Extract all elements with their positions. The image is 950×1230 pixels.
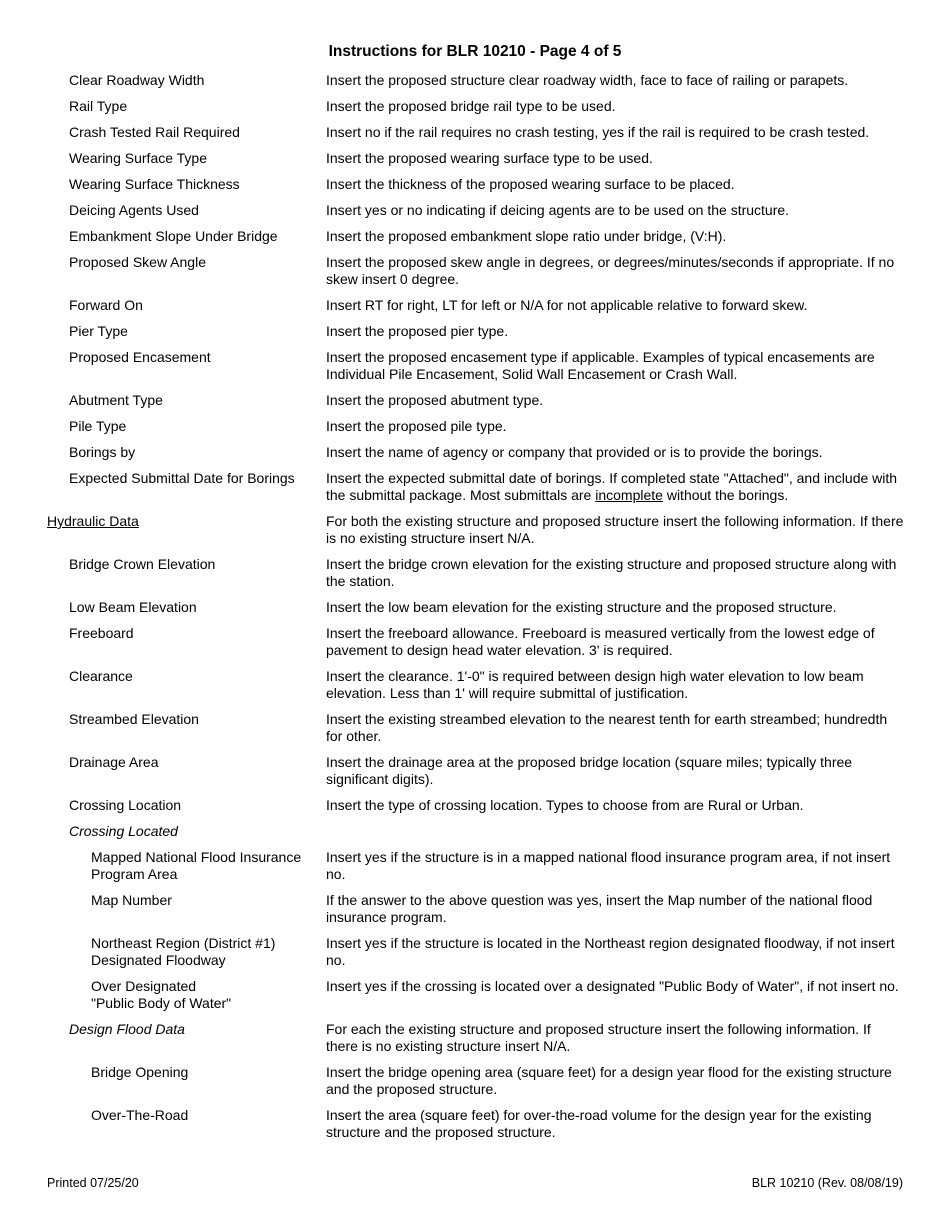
field-description: Insert the name of agency or company that provided or is to provide the borings. <box>326 444 823 460</box>
list-item <box>0 711 950 754</box>
field-description: Insert the drainage area at the proposed bridge location (square miles; typically three significant digits). <box>326 754 853 787</box>
page-title: Instructions for BLR 10210 - Page 4 of 5 <box>328 43 622 60</box>
field-name: Rail Type <box>69 98 128 114</box>
field-description: Insert the clearance. 1'-0" is required between design high water elevation to low beam elevation. Less than 1' will require submittal of justification. <box>326 668 864 701</box>
list-item <box>0 392 950 418</box>
field-name: Freeboard <box>69 625 134 641</box>
section-heading: Hydraulic Data <box>47 513 139 529</box>
field-name: Drainage Area <box>69 754 159 770</box>
subsection-heading: Design Flood Data <box>69 1021 185 1037</box>
field-name: Clearance <box>69 668 133 684</box>
list-item <box>0 978 950 1021</box>
field-description: Insert the thickness of the proposed wearing surface to be placed. <box>326 176 735 192</box>
list-item <box>0 1107 950 1150</box>
field-name <box>0 978 326 1012</box>
field-name-line: "Public Body of Water" <box>91 995 232 1011</box>
section-heading-row <box>0 513 950 556</box>
list-item <box>0 124 950 150</box>
field-description: For both the existing structure and proposed structure insert the following information. If there is no existing structure insert N/A. <box>326 513 904 546</box>
list-item <box>0 754 950 797</box>
list-item <box>0 254 950 297</box>
emphasis-text: incomplete <box>595 487 663 503</box>
field-description: Insert the proposed wearing surface type to be used. <box>326 150 653 166</box>
list-item <box>0 599 950 625</box>
list-item <box>0 444 950 470</box>
field-description: Insert the proposed structure clear roadway width, face to face of railing or parapets. <box>326 72 849 88</box>
field-name: Pier Type <box>69 323 128 339</box>
field-name: Borings by <box>69 444 136 460</box>
list-item <box>0 849 950 892</box>
field-name: Expected Submittal Date for Borings <box>69 470 295 486</box>
list-item <box>0 297 950 323</box>
field-description: Insert the low beam elevation for the existing structure and the proposed structure. <box>326 599 837 615</box>
field-description: Insert the bridge crown elevation for the existing structure and proposed structure along with the station. <box>326 556 897 589</box>
field-name-line: Over Designated <box>91 978 197 994</box>
list-item <box>0 797 950 823</box>
list-item <box>0 349 950 392</box>
field-description: Insert no if the rail requires no crash testing, yes if the rail is required to be crash tested. <box>326 124 870 140</box>
list-item <box>0 556 950 599</box>
form-id: BLR 10210 (Rev. 08/08/19) <box>751 1176 903 1190</box>
printed-date: Printed 07/25/20 <box>47 1176 139 1190</box>
instructions-list <box>0 72 950 1150</box>
field-description: Insert the existing streambed elevation to the nearest tenth for earth streambed; hundredth for other. <box>326 711 888 744</box>
field-name: Abutment Type <box>69 392 163 408</box>
field-name: Crossing Location <box>69 797 182 813</box>
field-description: Insert the proposed skew angle in degrees, or degrees/minutes/seconds if appropriate. If no skew insert 0 degree. <box>326 254 895 287</box>
field-description: Insert the proposed abutment type. <box>326 392 544 408</box>
field-name: Proposed Skew Angle <box>69 254 206 270</box>
field-description: Insert the proposed encasement type if applicable. Examples of typical encasements are Individual Pile Encasement, Solid Wall Encasement or Crash Wall. <box>326 349 875 382</box>
field-name: Embankment Slope Under Bridge <box>69 228 278 244</box>
list-item <box>0 150 950 176</box>
field-name: Clear Roadway Width <box>69 72 205 88</box>
description-text: Insert the expected submittal date of borings. If completed state "Attached", and include with the submittal package. Most submittals are <box>326 470 898 503</box>
field-description: For each the existing structure and proposed structure insert the following information. If there is no existing structure insert N/A. <box>326 1021 871 1054</box>
list-item <box>0 418 950 444</box>
field-name: Over-The-Road <box>91 1107 189 1123</box>
subsection-heading-row <box>0 1021 950 1064</box>
list-item <box>0 892 950 935</box>
field-name: Streambed Elevation <box>69 711 199 727</box>
list-item <box>0 935 950 978</box>
field-description: Insert yes or no indicating if deicing agents are to be used on the structure. <box>326 202 790 218</box>
field-name: Map Number <box>91 892 172 908</box>
field-name: Proposed Encasement <box>69 349 211 365</box>
field-description: Insert yes if the structure is located in the Northeast region designated floodway, if not insert no. <box>326 935 895 968</box>
list-item <box>0 668 950 711</box>
field-name: Bridge Opening <box>91 1064 189 1080</box>
list-item <box>0 323 950 349</box>
list-item <box>0 72 950 98</box>
subsection-heading-row <box>0 823 950 849</box>
field-description: Insert the proposed embankment slope ratio under bridge, (V:H). <box>326 228 727 244</box>
field-name: Wearing Surface Thickness <box>69 176 240 192</box>
field-description: Insert yes if the crossing is located over a designated "Public Body of Water", if not insert no. <box>326 978 899 994</box>
list-item <box>0 202 950 228</box>
list-item <box>0 228 950 254</box>
field-description: Insert the proposed pile type. <box>326 418 507 434</box>
field-description: Insert the proposed bridge rail type to be used. <box>326 98 616 114</box>
field-description: Insert the type of crossing location. Types to choose from are Rural or Urban. <box>326 797 804 813</box>
list-item <box>0 470 950 513</box>
field-description: Insert the area (square feet) for over-the-road volume for the design year for the existing structure and the proposed structure. <box>326 1107 872 1140</box>
field-description: Insert the freeboard allowance. Freeboard is measured vertically from the lowest edge of pavement to design head water elevation. 3' is required. <box>326 625 875 658</box>
field-description: Insert the proposed pier type. <box>326 323 509 339</box>
field-description: If the answer to the above question was yes, insert the Map number of the national flood insurance program. <box>326 892 873 925</box>
field-description: Insert yes if the structure is in a mapped national flood insurance program area, if not insert no. <box>326 849 891 882</box>
list-item <box>0 1064 950 1107</box>
field-name: Pile Type <box>69 418 127 434</box>
field-description: Insert the bridge opening area (square feet) for a design year flood for the existing structure and the proposed structure. <box>326 1064 892 1097</box>
list-item <box>0 625 950 668</box>
field-description <box>326 470 906 504</box>
list-item <box>0 98 950 124</box>
field-name: Forward On <box>69 297 143 313</box>
field-name: Northeast Region (District #1) Designated Floodway <box>91 935 276 968</box>
list-item <box>0 176 950 202</box>
field-name: Deicing Agents Used <box>69 202 199 218</box>
field-name: Low Beam Elevation <box>69 599 197 615</box>
field-name: Mapped National Flood Insurance Program Area <box>91 849 302 882</box>
field-description: Insert RT for right, LT for left or N/A for not applicable relative to forward skew. <box>326 297 808 313</box>
field-name: Crash Tested Rail Required <box>69 124 240 140</box>
subsection-heading: Crossing Located <box>69 823 178 839</box>
field-name: Bridge Crown Elevation <box>69 556 216 572</box>
description-text: without the borings. <box>662 487 789 503</box>
field-name: Wearing Surface Type <box>69 150 208 166</box>
